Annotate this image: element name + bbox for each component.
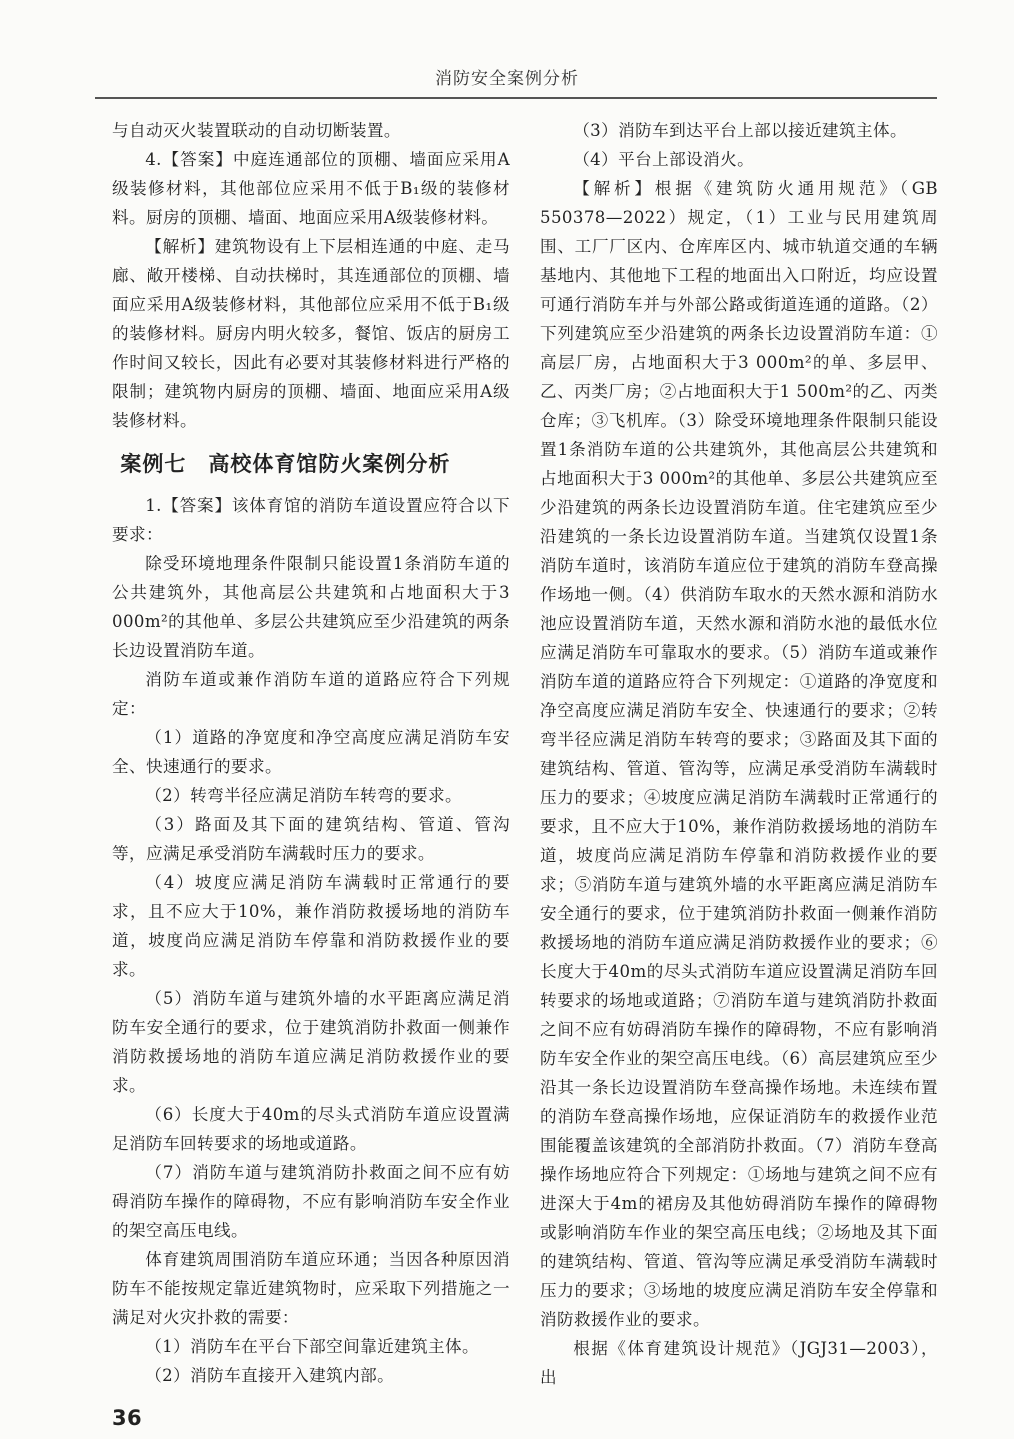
- paragraph: 【解析】根据《建筑防火通用规范》（GB 550378—2022）规定，（1）工业与民用建筑周围、工厂厂区内、仓库库区内、城市轨道交通的车辆基地内、其他地下工程的地面出入口附近，均应设置可通行消防车并与外部公路或街道连通的道路。（2）下列建筑应至少沿建筑的两条长边设置消防车道：①高层厂房，占地面积大于3 000m²的单、多层甲、乙、丙类厂房；②占地面积大于1 500m²的乙、丙类仓库；③飞机库。（3）除受环境地理条件限制只能设置1条消防车道的公共建筑外，其他高层公共建筑和占地面积大于3 000m²的其他单、多层公共建筑应至少沿建筑的两条长边设置消防车道。住宅建筑应至少沿建筑的一条长边设置消防车道。当建筑仅设置1条消防车道时，该消防车道应位于建筑的消防车登高操作场地一侧。（4）供消防车取水的天然水源和消防水池应设置消防车道，天然水源和消防水池的最低水位应满足消防车可靠取水的要求。（5）消防车道或兼作消防车道的道路应符合下列规定：①道路的净宽度和净空高度应满足消防车安全、快速通行的要求；②转弯半径应满足消防车转弯的要求；③路面及其下面的建筑结构、管道、管沟等，应满足承受消防车满载时压力的要求；④坡度应满足消防车满载时正常通行的要求，且不应大于10%，兼作消防救援场地的消防车道，坡度尚应满足消防车停靠和消防救援作业的要求；⑤消防车道与建筑外墙的水平距离应满足消防车安全通行的要求，位于建筑消防扑救面一侧兼作消防救援场地的消防车道应满足消防救援作业的要求；⑥长度大于40m的尽头式消防车道应设置满足消防车回转要求的场地或道路；⑦消防车道与建筑消防扑救面之间不应有妨碍消防车操作的障碍物，不应有影响消防车安全作业的架空高压电线。（6）高层建筑应至少沿其一条长边设置消防车登高操作场地。未连续布置的消防车登高操作场地，应保证消防车的救援作业范围能覆盖该建筑的全部消防扑救面。（7）消防车登高操作场地应符合下列规定：①场地与建筑之间不应有进深大于4m的裙房及其他妨碍消防车操作的障碍物或影响消防车作业的架空高压电线；②场地及其下面的建筑结构、管道、管沟等应满足承受消防车满载时压力的要求；③场地的坡度应满足消防车安全停靠和消防救援作业的要求。: [540, 179, 938, 1329]
- paragraph: 除受环境地理条件限制只能设置1条消防车道的公共建筑外，其他高层公共建筑和占地面积大于3 000m²的其他单、多层公共建筑应至少沿建筑的两条长边设置消防车道。: [112, 554, 510, 660]
- section-heading: 案例七 高校体育馆防火案例分析: [120, 452, 451, 476]
- header-rule: [95, 97, 937, 99]
- right-column: [540, 116, 938, 1392]
- paragraph: 根据《体育建筑设计规范》（JGJ31—2003），出: [540, 1339, 938, 1387]
- paragraph: 4.【答案】中庭连通部位的顶棚、墙面应采用A级装修材料，其他部位应采用不低于B₁级的装修材料。厨房的顶棚、墙面、地面应采用A级装修材料。: [112, 150, 510, 227]
- paragraph: （2）转弯半径应满足消防车转弯的要求。: [145, 786, 463, 805]
- paragraph: （7）消防车道与建筑消防扑救面之间不应有妨碍消防车操作的障碍物，不应有影响消防车安全作业的架空高压电线。: [112, 1163, 510, 1240]
- paragraph: （3）路面及其下面的建筑结构、管道、管沟等，应满足承受消防车满载时压力的要求。: [112, 815, 510, 863]
- paragraph: 1.【答案】该体育馆的消防车道设置应符合以下要求：: [112, 496, 510, 544]
- paragraph: （4）坡度应满足消防车满载时正常通行的要求，且不应大于10%，兼作消防救援场地的消防车道，坡度尚应满足消防车停靠和消防救援作业的要求。: [112, 873, 510, 979]
- paragraph: （6）长度大于40m的尽头式消防车道应设置满足消防车回转要求的场地或道路。: [112, 1105, 510, 1153]
- paragraph: 体育建筑周围消防车道应环通；当因各种原因消防车不能按规定靠近建筑物时，应采取下列措施之一满足对火灾扑救的需要：: [112, 1250, 510, 1327]
- paragraph: （2）消防车直接开入建筑内部。: [145, 1366, 395, 1385]
- paragraph: （4）平台上部设消火。: [573, 150, 755, 169]
- page-number: 36: [112, 1406, 143, 1430]
- paragraph: （1）道路的净宽度和净空高度应满足消防车安全、快速通行的要求。: [112, 728, 510, 776]
- paragraph: （3）消防车到达平台上部以接近建筑主体。: [573, 121, 908, 140]
- paragraph: （1）消防车在平台下部空间靠近建筑主体。: [145, 1337, 480, 1356]
- paragraph: （5）消防车道与建筑外墙的水平距离应满足消防车安全通行的要求，位于建筑消防扑救面一侧兼作消防救援场地的消防车道应满足消防救援作业的要求。: [112, 989, 510, 1095]
- paragraph: 【解析】建筑物设有上下层相连通的中庭、走马廊、敞开楼梯、自动扶梯时，其连通部位的顶棚、墙面应采用A级装修材料，其他部位应采用不低于B₁级的装修材料。厨房内明火较多，餐馆、饭店的厨房工作时间又较长，因此有必要对其装修材料进行严格的限制；建筑物内厨房的顶棚、墙面、地面应采用A级装修材料。: [112, 237, 510, 430]
- left-column: [112, 116, 510, 1432]
- running-title: 消防安全案例分析: [435, 69, 579, 89]
- paragraph: 与自动灭火装置联动的自动切断装置。: [112, 121, 401, 140]
- paragraph: 消防车道或兼作消防车道的道路应符合下列规定：: [112, 670, 510, 718]
